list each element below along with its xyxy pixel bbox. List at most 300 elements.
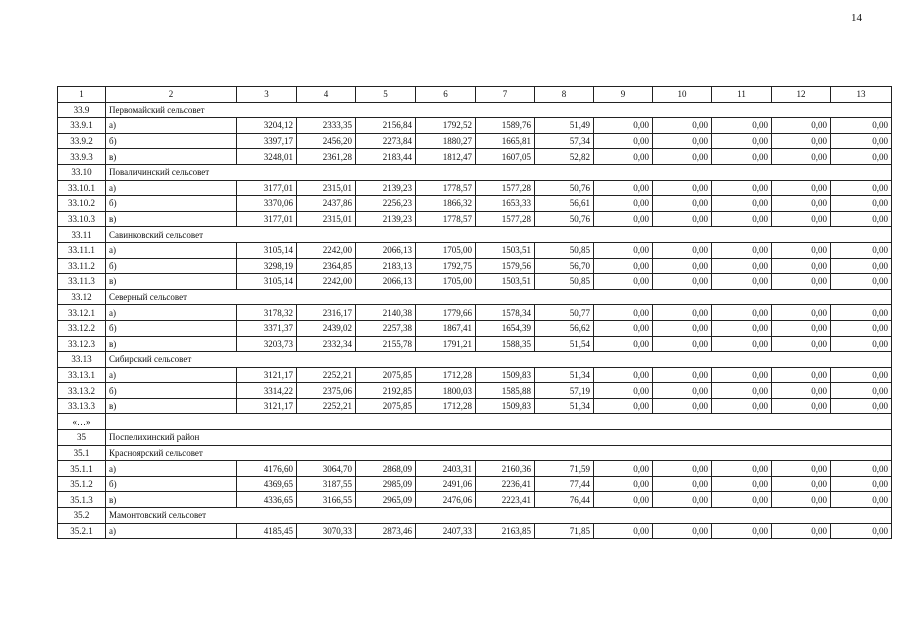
value-cell: 0,00	[594, 180, 653, 196]
value-cell: 2155,78	[356, 336, 416, 352]
section-row	[58, 508, 892, 524]
value-cell: 3203,73	[237, 336, 297, 352]
value-cell: 51,34	[535, 398, 594, 414]
value-cell: 0,00	[712, 305, 772, 321]
value-cell: 0,00	[712, 196, 772, 212]
ellipsis-row	[58, 414, 892, 430]
value-cell: 0,00	[594, 320, 653, 336]
header-cell: 1	[58, 87, 106, 103]
value-cell: 3371,37	[237, 320, 297, 336]
row-code: 33.13.2	[58, 383, 106, 399]
value-cell: 1579,56	[476, 258, 535, 274]
table-row	[58, 242, 892, 258]
value-cell: 1880,27	[416, 133, 476, 149]
section-name: Поспелихинский район	[106, 430, 892, 446]
value-cell: 0,00	[594, 336, 653, 352]
value-cell: 2403,31	[416, 461, 476, 477]
value-cell: 2242,00	[297, 274, 356, 290]
row-label: б)	[106, 196, 237, 212]
table-row	[58, 118, 892, 134]
section-name: Мамонтовский сельсовет	[106, 508, 892, 524]
value-cell: 0,00	[653, 367, 712, 383]
value-cell: 0,00	[712, 336, 772, 352]
value-cell: 0,00	[772, 211, 831, 227]
value-cell: 2252,21	[297, 367, 356, 383]
section-row	[58, 102, 892, 118]
value-cell: 0,00	[594, 149, 653, 165]
value-cell: 0,00	[712, 258, 772, 274]
value-cell: 3298,19	[237, 258, 297, 274]
value-cell: 1653,33	[476, 196, 535, 212]
value-cell: 1578,34	[476, 305, 535, 321]
value-cell: 56,70	[535, 258, 594, 274]
value-cell: 0,00	[772, 305, 831, 321]
value-cell: 2491,06	[416, 476, 476, 492]
row-label: в)	[106, 398, 237, 414]
value-cell: 0,00	[831, 118, 892, 134]
value-cell: 0,00	[772, 242, 831, 258]
table-row	[58, 367, 892, 383]
header-cell: 7	[476, 87, 535, 103]
value-cell: 0,00	[712, 461, 772, 477]
value-cell: 0,00	[653, 398, 712, 414]
value-cell: 56,62	[535, 320, 594, 336]
value-cell: 0,00	[653, 492, 712, 508]
row-label: а)	[106, 242, 237, 258]
value-cell: 0,00	[594, 305, 653, 321]
value-cell: 57,34	[535, 133, 594, 149]
row-code: 33.12.3	[58, 336, 106, 352]
row-label: а)	[106, 118, 237, 134]
value-cell: 0,00	[831, 320, 892, 336]
value-cell: 0,00	[653, 118, 712, 134]
value-cell: 2333,35	[297, 118, 356, 134]
row-label: б)	[106, 133, 237, 149]
value-cell: 1705,00	[416, 274, 476, 290]
value-cell: 2456,20	[297, 133, 356, 149]
table-row	[58, 461, 892, 477]
value-cell: 0,00	[772, 492, 831, 508]
value-cell: 51,54	[535, 336, 594, 352]
value-cell: 0,00	[594, 196, 653, 212]
value-cell: 4369,65	[237, 476, 297, 492]
value-cell: 0,00	[772, 398, 831, 414]
value-cell: 1577,28	[476, 180, 535, 196]
value-cell: 0,00	[653, 211, 712, 227]
value-cell: 2075,85	[356, 367, 416, 383]
value-cell: 0,00	[772, 149, 831, 165]
value-cell: 1791,21	[416, 336, 476, 352]
row-label: б)	[106, 320, 237, 336]
value-cell: 0,00	[831, 305, 892, 321]
value-cell: 57,19	[535, 383, 594, 399]
value-cell: 1509,83	[476, 367, 535, 383]
table-row	[58, 492, 892, 508]
value-cell: 0,00	[831, 476, 892, 492]
value-cell: 0,00	[712, 274, 772, 290]
row-label: в)	[106, 211, 237, 227]
value-cell: 0,00	[831, 367, 892, 383]
value-cell: 2332,34	[297, 336, 356, 352]
row-code: 33.11.2	[58, 258, 106, 274]
value-cell: 1585,88	[476, 383, 535, 399]
value-cell: 3121,17	[237, 398, 297, 414]
section-row	[58, 430, 892, 446]
row-code: 35.2.1	[58, 523, 106, 539]
value-cell: 0,00	[653, 523, 712, 539]
row-code: 33.13.1	[58, 367, 106, 383]
tariff-table	[57, 86, 892, 539]
row-code: 33.10	[58, 164, 106, 180]
value-cell: 1779,66	[416, 305, 476, 321]
header-cell: 4	[297, 87, 356, 103]
value-cell: 1503,51	[476, 242, 535, 258]
value-cell: 0,00	[831, 196, 892, 212]
row-label: а)	[106, 367, 237, 383]
value-cell: 1654,39	[476, 320, 535, 336]
value-cell: 2257,38	[356, 320, 416, 336]
value-cell: 1792,75	[416, 258, 476, 274]
row-code: 33.12.2	[58, 320, 106, 336]
value-cell: 0,00	[831, 133, 892, 149]
section-name: Красноярский сельсовет	[106, 445, 892, 461]
value-cell: 0,00	[594, 461, 653, 477]
value-cell: 1665,81	[476, 133, 535, 149]
value-cell: 1867,41	[416, 320, 476, 336]
value-cell: 2139,23	[356, 211, 416, 227]
value-cell: 3204,12	[237, 118, 297, 134]
value-cell: 0,00	[772, 336, 831, 352]
row-code: 33.13.3	[58, 398, 106, 414]
value-cell: 2183,44	[356, 149, 416, 165]
value-cell: 4176,60	[237, 461, 297, 477]
row-code: 33.10.2	[58, 196, 106, 212]
value-cell: 0,00	[594, 523, 653, 539]
section-name: Савинковский сельсовет	[106, 227, 892, 243]
value-cell: 0,00	[772, 133, 831, 149]
value-cell: 50,77	[535, 305, 594, 321]
value-cell: 3370,06	[237, 196, 297, 212]
value-cell: 51,49	[535, 118, 594, 134]
value-cell: 0,00	[653, 383, 712, 399]
value-cell: 3248,01	[237, 149, 297, 165]
value-cell: 1866,32	[416, 196, 476, 212]
value-cell: 2236,41	[476, 476, 535, 492]
value-cell: 1778,57	[416, 180, 476, 196]
value-cell: 4336,65	[237, 492, 297, 508]
value-cell: 0,00	[653, 180, 712, 196]
row-label: б)	[106, 383, 237, 399]
value-cell: 50,85	[535, 274, 594, 290]
value-cell: 4185,45	[237, 523, 297, 539]
value-cell: 1588,35	[476, 336, 535, 352]
value-cell: 3121,17	[237, 367, 297, 383]
table-body	[58, 87, 892, 539]
table-row	[58, 274, 892, 290]
value-cell: 0,00	[653, 149, 712, 165]
value-cell: 0,00	[653, 476, 712, 492]
value-cell: 1503,51	[476, 274, 535, 290]
value-cell: 3178,32	[237, 305, 297, 321]
value-cell: 0,00	[653, 258, 712, 274]
value-cell: 0,00	[594, 398, 653, 414]
value-cell: 0,00	[653, 196, 712, 212]
value-cell: 50,85	[535, 242, 594, 258]
value-cell: 0,00	[831, 383, 892, 399]
row-code: 33.10.3	[58, 211, 106, 227]
value-cell: 0,00	[712, 118, 772, 134]
value-cell: 2066,13	[356, 242, 416, 258]
header-row	[58, 87, 892, 103]
value-cell: 2066,13	[356, 274, 416, 290]
value-cell: 2375,06	[297, 383, 356, 399]
row-label: б)	[106, 476, 237, 492]
value-cell: 1800,03	[416, 383, 476, 399]
value-cell: 0,00	[594, 118, 653, 134]
section-name: Поваличинский сельсовет	[106, 164, 892, 180]
section-name: Северный сельсовет	[106, 289, 892, 305]
header-cell: 11	[712, 87, 772, 103]
section-row	[58, 227, 892, 243]
row-code: 35.1.2	[58, 476, 106, 492]
row-code: 33.9.1	[58, 118, 106, 134]
value-cell: 51,34	[535, 367, 594, 383]
value-cell: 2476,06	[416, 492, 476, 508]
value-cell: 2868,09	[356, 461, 416, 477]
value-cell: 3314,22	[237, 383, 297, 399]
value-cell: 76,44	[535, 492, 594, 508]
value-cell: 2316,17	[297, 305, 356, 321]
row-label: в)	[106, 274, 237, 290]
value-cell: 0,00	[772, 274, 831, 290]
value-cell: 2183,13	[356, 258, 416, 274]
blank-cell	[106, 414, 892, 430]
value-cell: 0,00	[653, 336, 712, 352]
value-cell: 0,00	[594, 476, 653, 492]
value-cell: 0,00	[772, 476, 831, 492]
value-cell: 2361,28	[297, 149, 356, 165]
table-row	[58, 336, 892, 352]
value-cell: 0,00	[831, 149, 892, 165]
value-cell: 56,61	[535, 196, 594, 212]
header-cell: 2	[106, 87, 237, 103]
value-cell: 2364,85	[297, 258, 356, 274]
value-cell: 0,00	[712, 320, 772, 336]
value-cell: 0,00	[772, 196, 831, 212]
table-row	[58, 398, 892, 414]
row-label: а)	[106, 461, 237, 477]
value-cell: 0,00	[831, 461, 892, 477]
value-cell: 0,00	[772, 367, 831, 383]
value-cell: 0,00	[831, 180, 892, 196]
value-cell: 3177,01	[237, 211, 297, 227]
value-cell: 0,00	[653, 242, 712, 258]
table-row	[58, 523, 892, 539]
value-cell: 0,00	[594, 258, 653, 274]
row-code: 33.9.3	[58, 149, 106, 165]
value-cell: 2437,86	[297, 196, 356, 212]
row-label: в)	[106, 336, 237, 352]
row-label: б)	[106, 258, 237, 274]
value-cell: 2273,84	[356, 133, 416, 149]
value-cell: 0,00	[712, 149, 772, 165]
value-cell: 2315,01	[297, 211, 356, 227]
table-row	[58, 133, 892, 149]
value-cell: 0,00	[831, 523, 892, 539]
section-row	[58, 164, 892, 180]
table-row	[58, 476, 892, 492]
value-cell: 0,00	[712, 398, 772, 414]
value-cell: 52,82	[535, 149, 594, 165]
header-cell: 10	[653, 87, 712, 103]
table-row	[58, 320, 892, 336]
value-cell: 0,00	[831, 242, 892, 258]
value-cell: 2163,85	[476, 523, 535, 539]
value-cell: 2256,23	[356, 196, 416, 212]
value-cell: 0,00	[653, 133, 712, 149]
value-cell: 3105,14	[237, 274, 297, 290]
value-cell: 0,00	[831, 492, 892, 508]
value-cell: 0,00	[594, 367, 653, 383]
value-cell: 3187,55	[297, 476, 356, 492]
value-cell: 2873,46	[356, 523, 416, 539]
table-row	[58, 383, 892, 399]
value-cell: 1509,83	[476, 398, 535, 414]
value-cell: 2160,36	[476, 461, 535, 477]
value-cell: 0,00	[712, 180, 772, 196]
value-cell: 0,00	[831, 258, 892, 274]
value-cell: 0,00	[653, 461, 712, 477]
value-cell: 1577,28	[476, 211, 535, 227]
row-label: а)	[106, 180, 237, 196]
table-row	[58, 211, 892, 227]
value-cell: 71,59	[535, 461, 594, 477]
value-cell: 3070,33	[297, 523, 356, 539]
row-code: 33.9	[58, 102, 106, 118]
value-cell: 0,00	[831, 398, 892, 414]
row-code: 35.1.3	[58, 492, 106, 508]
value-cell: 3397,17	[237, 133, 297, 149]
value-cell: 2315,01	[297, 180, 356, 196]
value-cell: 0,00	[772, 258, 831, 274]
row-code: 35	[58, 430, 106, 446]
value-cell: 2965,09	[356, 492, 416, 508]
value-cell: 0,00	[594, 492, 653, 508]
row-code: 33.13	[58, 352, 106, 368]
value-cell: 0,00	[772, 118, 831, 134]
value-cell: 0,00	[772, 383, 831, 399]
value-cell: 3064,70	[297, 461, 356, 477]
row-code: 35.1	[58, 445, 106, 461]
header-cell: 9	[594, 87, 653, 103]
row-code: 35.2	[58, 508, 106, 524]
table-row	[58, 305, 892, 321]
value-cell: 0,00	[712, 476, 772, 492]
value-cell: 0,00	[712, 133, 772, 149]
value-cell: 2192,85	[356, 383, 416, 399]
value-cell: 0,00	[831, 211, 892, 227]
value-cell: 1712,28	[416, 367, 476, 383]
value-cell: 1607,05	[476, 149, 535, 165]
ellipsis-cell: «…»	[58, 414, 106, 430]
value-cell: 2242,00	[297, 242, 356, 258]
row-code: 33.10.1	[58, 180, 106, 196]
value-cell: 0,00	[772, 180, 831, 196]
value-cell: 0,00	[831, 336, 892, 352]
value-cell: 3177,01	[237, 180, 297, 196]
table-row	[58, 196, 892, 212]
page-number: 14	[851, 12, 862, 24]
value-cell: 3166,55	[297, 492, 356, 508]
value-cell: 2439,02	[297, 320, 356, 336]
value-cell: 1705,00	[416, 242, 476, 258]
value-cell: 50,76	[535, 180, 594, 196]
value-cell: 2252,21	[297, 398, 356, 414]
section-row	[58, 289, 892, 305]
value-cell: 1812,47	[416, 149, 476, 165]
row-label: в)	[106, 492, 237, 508]
row-code: 33.11.3	[58, 274, 106, 290]
value-cell: 1792,52	[416, 118, 476, 134]
value-cell: 2407,33	[416, 523, 476, 539]
value-cell: 0,00	[594, 133, 653, 149]
table-row	[58, 180, 892, 196]
value-cell: 3105,14	[237, 242, 297, 258]
value-cell: 0,00	[594, 383, 653, 399]
row-code: 33.12	[58, 289, 106, 305]
header-cell: 12	[772, 87, 831, 103]
value-cell: 0,00	[831, 274, 892, 290]
value-cell: 1712,28	[416, 398, 476, 414]
value-cell: 0,00	[712, 367, 772, 383]
section-row	[58, 352, 892, 368]
value-cell: 1589,76	[476, 118, 535, 134]
value-cell: 2140,38	[356, 305, 416, 321]
section-row	[58, 445, 892, 461]
section-name: Первомайский сельсовет	[106, 102, 892, 118]
row-code: 33.11.1	[58, 242, 106, 258]
row-code: 33.11	[58, 227, 106, 243]
row-code: 33.9.2	[58, 133, 106, 149]
header-cell: 13	[831, 87, 892, 103]
value-cell: 77,44	[535, 476, 594, 492]
value-cell: 0,00	[712, 383, 772, 399]
section-name: Сибирский сельсовет	[106, 352, 892, 368]
row-code: 35.1.1	[58, 461, 106, 477]
value-cell: 0,00	[653, 320, 712, 336]
value-cell: 2985,09	[356, 476, 416, 492]
value-cell: 0,00	[653, 305, 712, 321]
table-row	[58, 149, 892, 165]
value-cell: 2075,85	[356, 398, 416, 414]
value-cell: 0,00	[772, 320, 831, 336]
value-cell: 2156,84	[356, 118, 416, 134]
value-cell: 0,00	[772, 523, 831, 539]
value-cell: 71,85	[535, 523, 594, 539]
value-cell: 0,00	[772, 461, 831, 477]
value-cell: 2139,23	[356, 180, 416, 196]
value-cell: 0,00	[594, 211, 653, 227]
value-cell: 0,00	[712, 492, 772, 508]
value-cell: 0,00	[594, 274, 653, 290]
value-cell: 0,00	[653, 274, 712, 290]
header-cell: 8	[535, 87, 594, 103]
value-cell: 0,00	[712, 523, 772, 539]
table-row	[58, 258, 892, 274]
row-code: 33.12.1	[58, 305, 106, 321]
header-cell: 3	[237, 87, 297, 103]
header-cell: 5	[356, 87, 416, 103]
